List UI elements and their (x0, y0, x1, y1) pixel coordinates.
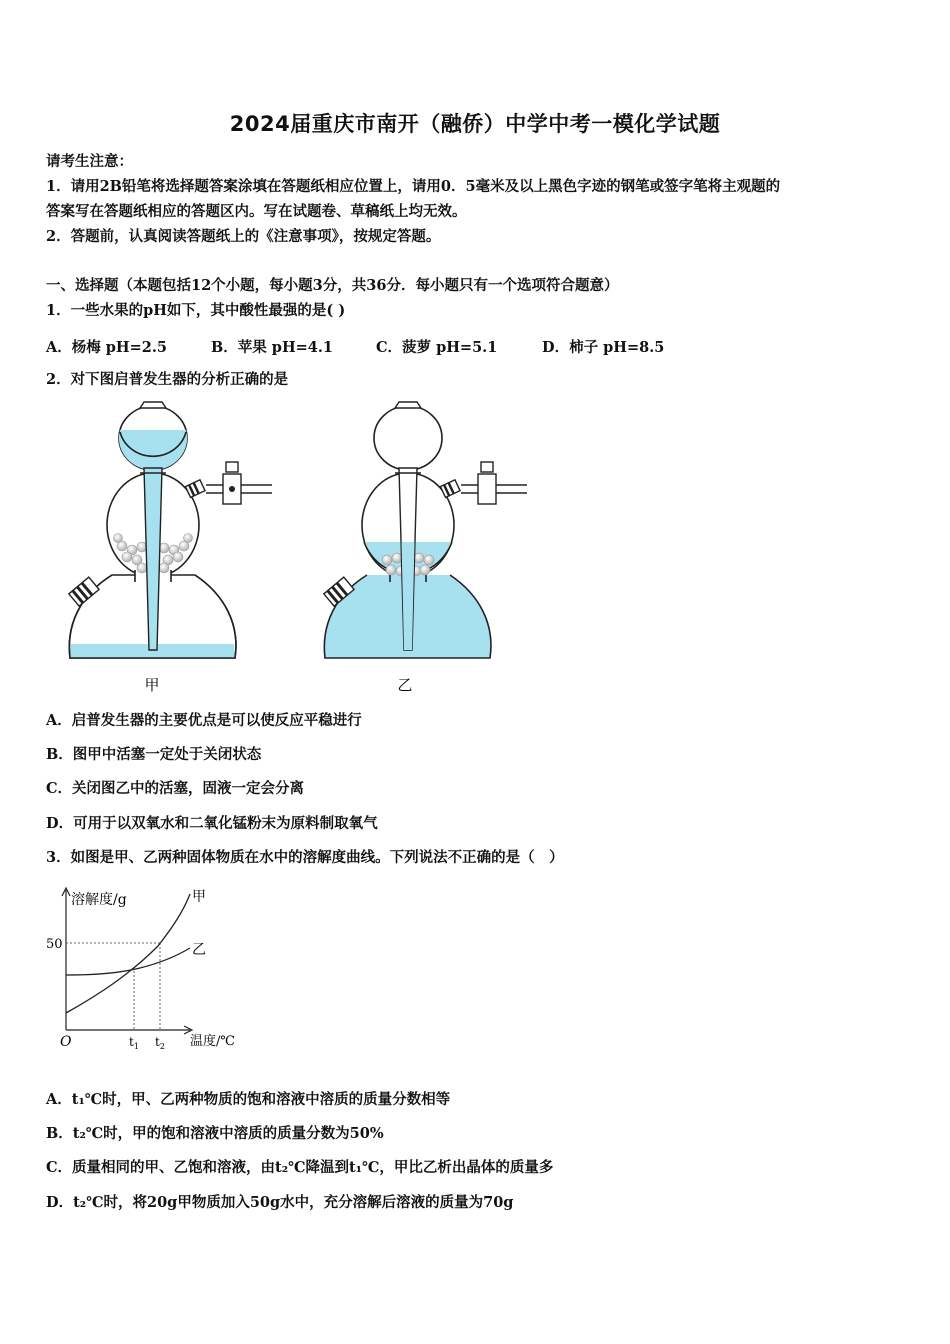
notice-item-1: 1．请用2B铅笔将选择题答案涂填在答题纸相应位置上，请用0．5毫米及以上黑色字迹的钢笔或签字笔将主观题的 (46, 178, 781, 195)
solubility-graph (40, 882, 260, 1057)
page-title: 2024届重庆市南开（融侨）中学中考一模化学试题 (229, 112, 721, 136)
question-3-stem: 3．如图是甲、乙两种固体物质在水中的溶解度曲线。下列说法不正确的是（ ） (46, 849, 564, 866)
apparatus-jia (69, 402, 272, 658)
apparatus-yi (324, 402, 527, 658)
q3-option-d: D．t₂℃时，将20g甲物质加入50g水中，充分溶解后溶液的质量为70g (46, 1194, 514, 1211)
q1-option-d: D．柿子 pH=8.5 (542, 339, 665, 356)
q1-option-b: B．苹果 pH=4.1 (211, 339, 334, 356)
question-1-stem: 1．一些水果的pH如下，其中酸性最强的是( ) (46, 302, 346, 319)
y-axis-label: 溶解度/g (71, 892, 127, 908)
kipp-apparatus-figure (60, 400, 540, 700)
notice-heading: 请考生注意： (46, 153, 133, 170)
q1-option-c: C．菠萝 pH=5.1 (376, 339, 498, 356)
notice-item-2: 2．答题前，认真阅读答题纸上的《注意事项》，按规定答题。 (46, 228, 441, 245)
x-axis-label: 温度/℃ (190, 1034, 235, 1049)
q2-option-a: A．启普发生器的主要优点是可以使反应平稳进行 (46, 712, 362, 729)
q3-option-a: A．t₁℃时，甲、乙两种物质的饱和溶液中溶质的质量分数相等 (46, 1091, 451, 1108)
origin-label: O (60, 1034, 72, 1050)
curve-jia-label: 甲 (192, 889, 206, 905)
q3-option-b: B．t₂℃时，甲的饱和溶液中溶质的质量分数为50% (46, 1125, 384, 1142)
q2-option-d: D．可用于以双氧水和二氧化锰粉末为原料制取氧气 (46, 815, 378, 832)
curve-yi (66, 948, 190, 975)
notice-item-1-cont: 答案写在答题纸相应的答题区内。写在试题卷、草稿纸上均无效。 (46, 203, 467, 220)
curve-yi-label: 乙 (192, 942, 206, 958)
q2-option-c: C．关闭图乙中的活塞，固液一定会分离 (46, 780, 305, 797)
q2-option-b: B．图甲中活塞一定处于关闭状态 (46, 746, 262, 763)
question-2-stem: 2．对下图启普发生器的分析正确的是 (46, 371, 289, 388)
t2-label: $t_2$ (155, 1035, 165, 1051)
figure-label-yi: 乙 (397, 676, 413, 694)
q1-option-a: A．杨梅 pH=2.5 (46, 339, 168, 356)
t1-label: $t_1$ (129, 1035, 139, 1051)
section-heading: 一、选择题（本题包括12个小题，每小题3分，共36分．每小题只有一个选项符合题意） (46, 277, 619, 294)
figure-label-jia: 甲 (144, 676, 160, 694)
y-tick-50: 50 (46, 937, 63, 952)
q3-option-c: C．质量相同的甲、乙饱和溶液，由t₂℃降温到t₁℃，甲比乙析出晶体的质量多 (46, 1159, 554, 1176)
curve-jia (66, 894, 190, 1013)
